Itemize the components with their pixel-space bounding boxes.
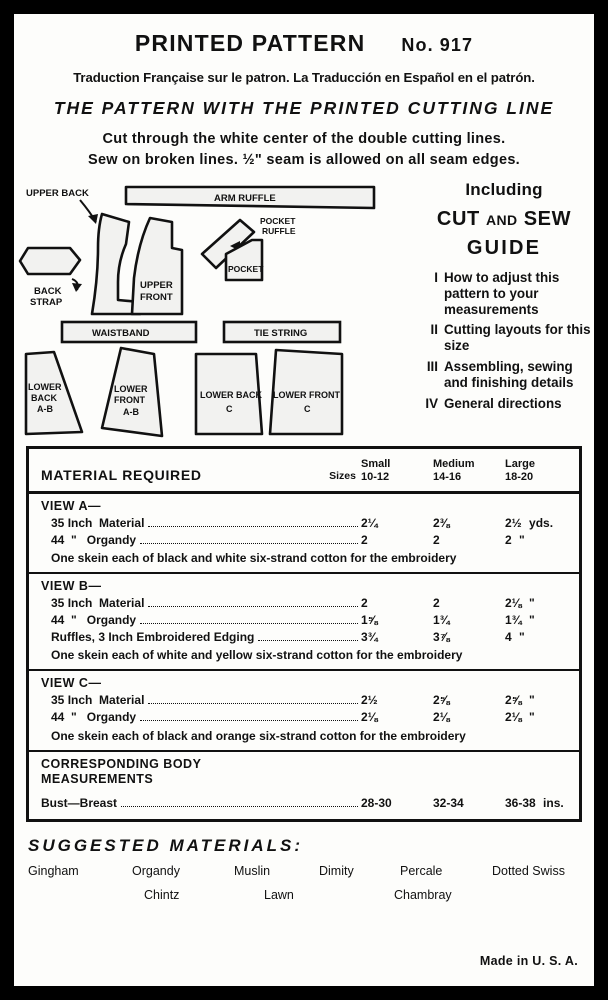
value-unit: " — [529, 693, 535, 708]
pocket-label: POCKET — [228, 264, 264, 274]
instruction-cut: Cut through the white center of the double cutting lines. — [102, 131, 506, 147]
value-large-number: 1¾ — [505, 613, 522, 628]
size-column-medium — [433, 458, 505, 483]
guide-cut-and-sew-title — [416, 208, 592, 231]
lower-back-c-label-line1: LOWER BACK — [200, 390, 262, 400]
value-unit: " — [519, 533, 525, 548]
cutting-line-tagline: THE PATTERN WITH THE PRINTED CUTTING LINE — [53, 98, 555, 118]
lower-front-c-label-line1: LOWER FRONT — [273, 390, 340, 400]
row-label — [29, 595, 361, 612]
suggested-materials-title: SUGGESTED MATERIALS: — [28, 835, 304, 855]
table-row — [29, 692, 579, 709]
value-medium: 1¾ — [433, 613, 450, 628]
made-in-usa: Made in U. S. A. — [479, 954, 578, 968]
view-b-section — [29, 574, 579, 671]
tie-string-label: TIE STRING — [254, 328, 308, 339]
waistband-label: WAISTBAND — [92, 328, 150, 339]
material-item: Dotted Swiss — [492, 863, 565, 878]
row-width: 44 — [51, 613, 65, 628]
value-medium: 2⅜ — [433, 516, 450, 531]
value-unit: " — [529, 613, 535, 628]
table-row — [29, 612, 579, 629]
pattern-pieces-diagram — [14, 178, 418, 440]
row-unit-mark: Inch — [67, 693, 93, 708]
page-title: PRINTED PATTERN — [134, 30, 366, 56]
leader-dots — [140, 623, 358, 624]
material-item: Dimity — [319, 863, 354, 878]
lower-front-ab-label-line2: FRONT — [114, 395, 145, 405]
view-c-section — [29, 671, 579, 751]
table-row — [29, 709, 579, 726]
value-unit: " — [529, 710, 535, 725]
row-material: Organdy — [86, 533, 137, 548]
value-medium: 3⅞ — [433, 630, 450, 645]
pattern-envelope-back — [14, 14, 594, 986]
row-material: Organdy — [86, 613, 137, 628]
size-name: Large — [505, 458, 535, 470]
table-header-row — [29, 449, 579, 494]
size-column-large — [505, 458, 579, 483]
bust-value-large — [505, 795, 579, 812]
row-unit-mark: Inch — [67, 516, 93, 531]
view-a-section — [29, 494, 579, 574]
guide-item — [416, 396, 592, 412]
value-large-number: 2⅝ — [505, 693, 522, 708]
arm-ruffle-label: ARM RUFFLE — [214, 193, 276, 204]
lower-back-c-label-line2: C — [226, 404, 233, 414]
table-row — [29, 595, 579, 612]
row-material: Ruffles, 3 Inch Embroidered Edging — [51, 630, 255, 645]
bust-value-small: 28-30 — [361, 795, 392, 810]
view-b-title: VIEW B— — [41, 579, 102, 594]
row-unit-mark: " — [71, 533, 77, 548]
value-large — [505, 532, 579, 549]
size-column-small — [361, 458, 433, 483]
view-b-note: One skein each of white and yellow six-strand cotton for the embroidery — [51, 648, 463, 663]
value-large — [505, 595, 579, 612]
material-item: Chambray — [394, 887, 452, 902]
leader-dots — [258, 640, 358, 641]
size-range: 10-12 — [361, 470, 390, 483]
value-large — [505, 629, 579, 646]
guide-item-text: Assembling, sewing and finishing details — [444, 359, 574, 390]
translation-note: Traduction Française sur le patron. La Traducción en Español en el patrón. — [73, 70, 535, 85]
size-name: Medium — [433, 458, 475, 470]
back-strap-label-line2: STRAP — [30, 297, 63, 308]
upper-front-label-line1: UPPER — [140, 280, 173, 291]
value-large-number: 2⅛ — [505, 710, 522, 725]
guide-including-label: Including — [465, 180, 543, 199]
value-large-number: 2 — [505, 533, 512, 548]
table-row — [29, 795, 579, 812]
body-measurements-title-line2: MEASUREMENTS — [41, 772, 154, 787]
lower-back-ab-label-line1: LOWER — [28, 382, 62, 392]
row-material: Organdy — [86, 710, 137, 725]
view-c-note: One skein each of black and orange six-strand cotton for the embroidery — [51, 728, 466, 743]
leader-dots — [121, 806, 358, 807]
back-strap-label-line1: BACK — [34, 286, 62, 297]
value-large — [505, 709, 579, 726]
guide-item-text: How to adjust this pattern to your measurements — [444, 270, 560, 317]
bust-value-large-number: 36-38 — [505, 795, 536, 810]
guide-item-list — [416, 270, 592, 412]
value-small: 2½ — [361, 693, 378, 708]
value-large — [505, 612, 579, 629]
lower-front-c-label-line2: C — [304, 404, 311, 414]
row-label — [29, 515, 361, 532]
material-item: Chintz — [144, 887, 180, 902]
row-label — [29, 629, 361, 646]
table-row — [29, 532, 579, 549]
cut-and-sew-guide — [416, 180, 592, 417]
table-row — [29, 515, 579, 532]
pocket-ruffle-label-line1: POCKET — [260, 216, 296, 226]
upper-front-label-line2: FRONT — [140, 292, 173, 303]
guide-item-numeral: III — [426, 359, 438, 375]
leader-dots — [140, 720, 358, 721]
value-large-number: 2⅛ — [505, 596, 522, 611]
piece-back-strap — [20, 248, 80, 274]
bust-value-medium: 32-34 — [433, 795, 464, 810]
table-row — [29, 629, 579, 646]
lower-back-ab-label-line3: A-B — [37, 404, 53, 414]
table-title: MATERIAL REQUIRED — [41, 467, 202, 484]
value-unit: " — [529, 596, 535, 611]
sizes-label: Sizes — [329, 470, 356, 483]
row-label — [29, 532, 361, 549]
lower-front-ab-label-line3: A-B — [123, 407, 139, 417]
lower-front-ab-label-line1: LOWER — [114, 384, 148, 394]
guide-cut-word: CUT — [436, 208, 480, 230]
guide-item — [416, 270, 592, 317]
value-medium: 2 — [433, 596, 440, 611]
view-a-note: One skein each of black and white six-strand cotton for the embroidery — [51, 551, 457, 566]
material-item: Percale — [400, 863, 443, 878]
row-unit-mark: " — [71, 710, 77, 725]
row-label — [29, 795, 361, 812]
row-label — [29, 709, 361, 726]
row-unit-mark: Inch — [67, 596, 93, 611]
guide-item — [416, 322, 592, 354]
value-small: 2¼ — [361, 516, 378, 531]
value-medium: 2⅝ — [433, 693, 450, 708]
guide-item-text: Cutting layouts for this size — [444, 322, 591, 354]
size-range: 18-20 — [505, 470, 534, 483]
value-unit: yds. — [529, 516, 554, 531]
size-name: Small — [361, 458, 391, 470]
guide-item-numeral: I — [434, 270, 438, 285]
value-small: 2⅛ — [361, 710, 378, 725]
value-medium: 2⅛ — [433, 710, 450, 725]
row-width: 35 — [51, 516, 65, 531]
row-material: Material — [99, 596, 145, 611]
value-large — [505, 692, 579, 709]
suggested-materials-grid — [14, 864, 594, 922]
leader-dots — [148, 606, 358, 607]
value-unit: " — [519, 630, 525, 645]
view-c-title: VIEW C— — [41, 676, 102, 691]
guide-item-text: General directions — [444, 395, 562, 411]
lower-back-ab-label-line2: BACK — [31, 393, 57, 403]
value-small: 2 — [361, 596, 368, 611]
body-measurements-section — [29, 752, 579, 819]
row-width: 44 — [51, 710, 65, 725]
material-item: Muslin — [234, 863, 271, 878]
row-material: Material — [99, 516, 145, 531]
pattern-number: No. 917 — [401, 35, 474, 55]
row-label — [29, 692, 361, 709]
row-width: 35 — [51, 693, 65, 708]
value-medium: 2 — [433, 533, 440, 548]
bust-value-unit: ins. — [543, 795, 564, 810]
material-required-table — [26, 446, 582, 822]
value-large-number: 2½ — [505, 516, 522, 531]
row-width: 35 — [51, 596, 65, 611]
header-title-row — [14, 30, 594, 57]
material-item: Gingham — [28, 863, 79, 878]
value-small: 3¾ — [361, 630, 378, 645]
guide-and-word: AND — [486, 212, 518, 228]
row-material: Material — [99, 693, 145, 708]
guide-sew-word: SEW — [523, 208, 572, 230]
leader-dots — [148, 703, 358, 704]
guide-item-numeral: II — [430, 322, 438, 338]
body-measurements-title-line1: CORRESPONDING BODY — [41, 756, 202, 771]
row-unit-mark: " — [71, 613, 77, 628]
leader-dots — [140, 543, 358, 544]
value-large — [505, 515, 579, 532]
guide-item-numeral: IV — [425, 395, 438, 411]
row-label — [29, 612, 361, 629]
upper-back-label: UPPER BACK — [26, 188, 89, 199]
value-small: 1⅝ — [361, 613, 378, 628]
material-item: Organdy — [132, 863, 180, 878]
value-small: 2 — [361, 533, 368, 548]
row-width: 44 — [51, 533, 65, 548]
bust-label: Bust—Breast — [41, 795, 118, 810]
view-a-title: VIEW A— — [41, 499, 101, 514]
guide-item — [416, 359, 592, 391]
pocket-ruffle-label-line2: RUFFLE — [262, 226, 296, 236]
diagram-band — [14, 178, 594, 440]
instruction-sew: Sew on broken lines. ½" seam is allowed on all seam edges. — [87, 152, 521, 168]
size-range: 14-16 — [433, 470, 462, 483]
value-large-number: 4 — [505, 630, 512, 645]
guide-word: GUIDE — [466, 237, 542, 259]
leader-dots — [148, 526, 358, 527]
material-item: Lawn — [264, 887, 294, 902]
